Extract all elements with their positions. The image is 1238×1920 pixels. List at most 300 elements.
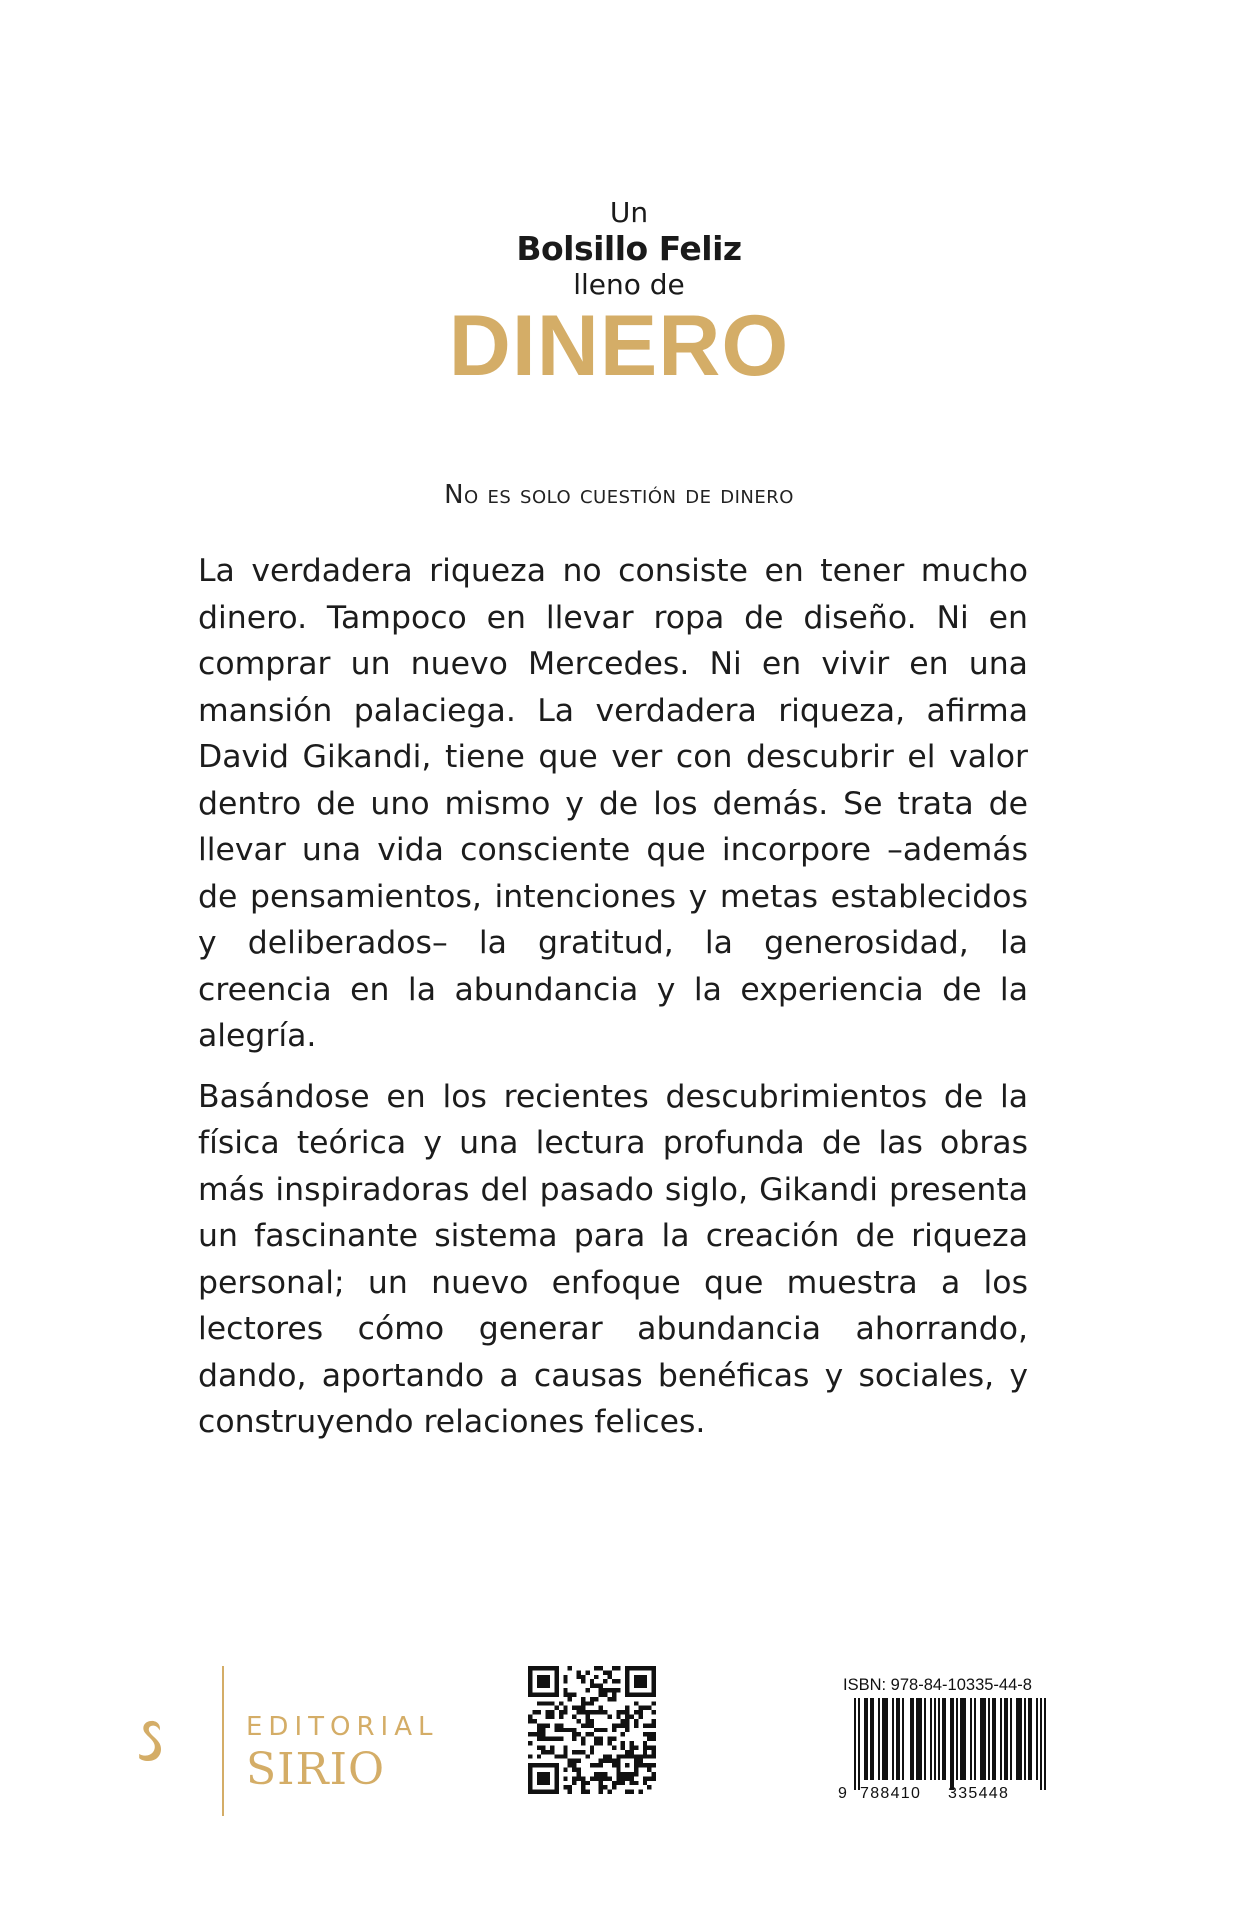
barcode-bar <box>858 1698 860 1790</box>
qr-module <box>643 1750 647 1754</box>
qr-module <box>630 1776 634 1780</box>
qr-module <box>537 1732 541 1736</box>
qr-module <box>572 1750 576 1754</box>
qr-module <box>638 1763 642 1767</box>
barcode-bar <box>910 1698 912 1780</box>
qr-module <box>537 1772 550 1785</box>
title-line-un: Un <box>609 196 649 229</box>
qr-module <box>630 1781 634 1785</box>
qr-module <box>581 1737 585 1741</box>
barcode-bar <box>882 1698 884 1780</box>
barcode-bar <box>960 1698 962 1780</box>
qr-module <box>603 1772 607 1776</box>
qr-module <box>568 1728 572 1732</box>
barcode-bar <box>878 1698 880 1780</box>
qr-module <box>603 1776 607 1780</box>
qr-module <box>621 1723 625 1727</box>
qr-module <box>537 1723 541 1727</box>
qr-module <box>594 1675 598 1679</box>
qr-module <box>630 1745 634 1749</box>
qr-module <box>616 1715 620 1719</box>
qr-module <box>652 1772 656 1776</box>
qr-module <box>572 1737 576 1741</box>
qr-module <box>621 1776 625 1780</box>
qr-module <box>572 1776 576 1780</box>
qr-module <box>594 1728 598 1732</box>
qr-module <box>594 1763 598 1767</box>
qr-module <box>625 1706 629 1710</box>
qr-module <box>585 1688 589 1692</box>
qr-module <box>630 1750 634 1754</box>
qr-module <box>546 1701 550 1705</box>
qr-module <box>528 1719 532 1723</box>
barcode-bar <box>934 1698 936 1780</box>
qr-module <box>652 1754 656 1758</box>
qr-module <box>577 1706 581 1710</box>
barcode-bar <box>1040 1698 1042 1790</box>
qr-module <box>546 1750 550 1754</box>
qr-module <box>638 1710 642 1714</box>
qr-module <box>652 1745 656 1749</box>
qr-module <box>612 1781 616 1785</box>
qr-module <box>594 1684 598 1688</box>
qr-module <box>630 1741 634 1745</box>
qr-code-icon <box>528 1666 656 1794</box>
qr-module <box>625 1750 629 1754</box>
qr-module <box>594 1776 598 1780</box>
qr-module <box>577 1776 581 1780</box>
qr-module <box>550 1701 554 1705</box>
qr-module <box>563 1728 567 1732</box>
qr-module <box>550 1737 554 1741</box>
qr-module <box>559 1728 563 1732</box>
qr-module <box>652 1710 656 1714</box>
qr-module <box>616 1776 620 1780</box>
qr-module <box>577 1750 581 1754</box>
qr-module <box>594 1710 598 1714</box>
qr-module <box>577 1719 581 1723</box>
barcode-bar <box>886 1698 888 1780</box>
qr-module <box>652 1750 656 1754</box>
qr-module <box>607 1675 611 1679</box>
barcode-bar <box>1004 1698 1006 1780</box>
qr-module <box>647 1706 651 1710</box>
barcode-digits-left: 788410 <box>860 1785 922 1802</box>
qr-module <box>546 1715 550 1719</box>
qr-module <box>599 1666 603 1670</box>
qr-module <box>541 1732 545 1736</box>
qr-module <box>607 1688 611 1692</box>
qr-module <box>554 1706 558 1710</box>
qr-module <box>590 1750 594 1754</box>
qr-module <box>577 1675 581 1679</box>
qr-module <box>603 1688 607 1692</box>
barcode-bar <box>864 1698 866 1780</box>
qr-module <box>559 1754 563 1758</box>
qr-module <box>546 1710 550 1714</box>
barcode-bar <box>924 1698 926 1780</box>
qr-module <box>652 1701 656 1705</box>
qr-module <box>585 1754 589 1758</box>
qr-module <box>612 1697 616 1701</box>
qr-module <box>537 1754 541 1758</box>
qr-module <box>599 1728 603 1732</box>
qr-module <box>634 1781 638 1785</box>
barcode-bar <box>956 1698 958 1780</box>
qr-module <box>590 1732 594 1736</box>
qr-module <box>585 1781 589 1785</box>
back-cover-blurb <box>198 548 1028 1460</box>
barcode-bar <box>1010 1698 1012 1780</box>
qr-module <box>532 1732 536 1736</box>
qr-module <box>647 1737 651 1741</box>
qr-module <box>647 1763 651 1767</box>
qr-module <box>528 1741 532 1745</box>
barcode-bar <box>1036 1698 1038 1780</box>
qr-module <box>563 1679 567 1683</box>
qr-module <box>652 1723 656 1727</box>
qr-module <box>563 1688 567 1692</box>
barcode-bar <box>992 1698 994 1780</box>
barcode-bar <box>930 1698 932 1780</box>
qr-module <box>563 1754 567 1758</box>
qr-module <box>647 1785 651 1789</box>
qr-module <box>607 1776 611 1780</box>
qr-module <box>550 1715 554 1719</box>
qr-module <box>643 1706 647 1710</box>
qr-module <box>599 1692 603 1696</box>
qr-module <box>616 1688 620 1692</box>
qr-module <box>652 1763 656 1767</box>
qr-module <box>616 1723 620 1727</box>
qr-module <box>599 1706 603 1710</box>
qr-module <box>599 1763 603 1767</box>
qr-module <box>581 1675 585 1679</box>
barcode-bar <box>902 1698 904 1780</box>
qr-module <box>590 1723 594 1727</box>
qr-module <box>572 1706 576 1710</box>
qr-module <box>541 1745 545 1749</box>
qr-module <box>590 1745 594 1749</box>
qr-module <box>630 1715 634 1719</box>
qr-module <box>554 1728 558 1732</box>
qr-module <box>537 1710 541 1714</box>
qr-module <box>643 1776 647 1780</box>
qr-module <box>563 1776 567 1780</box>
qr-module <box>594 1666 598 1670</box>
qr-module <box>647 1745 651 1749</box>
qr-module <box>581 1781 585 1785</box>
qr-module <box>652 1737 656 1741</box>
qr-module <box>568 1697 572 1701</box>
qr-module <box>550 1750 554 1754</box>
swan-s-logo-icon <box>138 1666 228 1816</box>
qr-module <box>563 1706 567 1710</box>
qr-module <box>554 1754 558 1758</box>
barcode-bar <box>1018 1698 1020 1780</box>
qr-module <box>585 1701 589 1705</box>
barcode-bar <box>942 1698 944 1780</box>
barcode-bar <box>994 1698 996 1780</box>
barcode-bar <box>1016 1698 1018 1780</box>
qr-module <box>568 1759 572 1763</box>
barcode-bar <box>918 1698 920 1780</box>
qr-module <box>603 1754 607 1758</box>
qr-module <box>546 1723 550 1727</box>
qr-module <box>568 1785 572 1789</box>
qr-module <box>616 1781 620 1785</box>
qr-module <box>572 1759 576 1763</box>
qr-module <box>647 1723 651 1727</box>
qr-module <box>590 1697 594 1701</box>
qr-module <box>594 1741 598 1745</box>
qr-module <box>599 1759 603 1763</box>
barcode-bar <box>1030 1698 1032 1780</box>
qr-module <box>607 1670 611 1674</box>
qr-module <box>612 1728 616 1732</box>
barcode-bar <box>916 1698 918 1780</box>
barcode-bar <box>912 1698 914 1780</box>
qr-module <box>603 1759 607 1763</box>
barcode-bar <box>984 1698 986 1780</box>
qr-module <box>541 1723 545 1727</box>
qr-module <box>550 1745 554 1749</box>
barcode-bar <box>980 1698 982 1780</box>
qr-module <box>585 1723 589 1727</box>
barcode-digit-first: 9 <box>838 1785 847 1802</box>
title-line-bolsillo-feliz: Bolsillo Feliz <box>516 229 742 268</box>
qr-module <box>590 1684 594 1688</box>
qr-module <box>568 1790 572 1794</box>
qr-module <box>546 1737 550 1741</box>
qr-module <box>612 1692 616 1696</box>
qr-module <box>621 1781 625 1785</box>
qr-module <box>616 1679 620 1683</box>
qr-module <box>603 1679 607 1683</box>
qr-module <box>612 1688 616 1692</box>
barcode-bar <box>872 1698 874 1780</box>
barcode-bar <box>988 1698 990 1780</box>
qr-module <box>643 1763 647 1767</box>
blurb-paragraph-1: La verdadera riqueza no consiste en tener mucho dinero. Tampoco en llevar ropa de diseño. Ni en comprar un nuevo Mercedes. Ni en vivir en una mansión palaciega. La verdadera riqueza, afirma David Gikandi, tiene que ver con descubrir el valor dentro de uno mismo y de los demás. Se trata de llevar una vida consciente que incorpore –además de pensamientos, intenciones y metas establecidos y deliberados– la gratitud, la generosidad, la creencia en la abundancia y la experiencia de la alegría. <box>198 553 1028 1054</box>
barcode-bar <box>970 1698 972 1780</box>
qr-module <box>554 1723 558 1727</box>
book-title <box>0 196 1238 394</box>
qr-module <box>541 1728 545 1732</box>
qr-module <box>625 1710 629 1714</box>
qr-module <box>643 1754 647 1758</box>
publisher-name: SIRIO <box>246 1744 386 1795</box>
qr-module <box>585 1719 589 1723</box>
qr-module <box>563 1745 567 1749</box>
qr-module <box>652 1776 656 1780</box>
barcode-bar <box>1044 1698 1046 1790</box>
qr-module <box>581 1701 585 1705</box>
barcode-bar <box>974 1698 976 1780</box>
qr-module <box>647 1768 651 1772</box>
qr-module <box>621 1741 625 1745</box>
barcode-bar <box>1028 1698 1030 1780</box>
qr-module <box>607 1759 611 1763</box>
qr-module <box>643 1723 647 1727</box>
qr-module <box>607 1697 611 1701</box>
qr-module <box>563 1750 567 1754</box>
qr-module <box>612 1666 616 1670</box>
qr-module <box>612 1759 616 1763</box>
barcode-icon <box>836 1698 1046 1802</box>
qr-module <box>532 1719 536 1723</box>
barcode-bar <box>938 1698 940 1780</box>
qr-module <box>594 1772 598 1776</box>
qr-module <box>590 1776 594 1780</box>
qr-module <box>647 1754 651 1758</box>
qr-module <box>559 1701 563 1705</box>
qr-module <box>625 1719 629 1723</box>
qr-module <box>612 1679 616 1683</box>
barcode-bar <box>854 1698 856 1790</box>
qr-module <box>630 1790 634 1794</box>
qr-module <box>612 1785 616 1789</box>
qr-module <box>634 1745 638 1749</box>
qr-module <box>577 1710 581 1714</box>
qr-module <box>599 1684 603 1688</box>
qr-module <box>603 1670 607 1674</box>
qr-module <box>585 1715 589 1719</box>
barcode-bar <box>892 1698 894 1780</box>
qr-module <box>599 1710 603 1714</box>
qr-module <box>537 1701 541 1705</box>
qr-module <box>607 1715 611 1719</box>
qr-module <box>541 1750 545 1754</box>
barcode-bar <box>884 1698 886 1780</box>
qr-module <box>581 1741 585 1745</box>
qr-module <box>599 1772 603 1776</box>
qr-module <box>638 1790 642 1794</box>
barcode-bar <box>896 1698 898 1780</box>
barcode-bar <box>1020 1698 1022 1780</box>
qr-module <box>541 1701 545 1705</box>
qr-module <box>563 1768 567 1772</box>
qr-module <box>590 1710 594 1714</box>
qr-module <box>563 1710 567 1714</box>
qr-module <box>528 1754 532 1758</box>
logo-divider <box>222 1666 224 1816</box>
qr-module <box>572 1728 576 1732</box>
qr-module <box>599 1785 603 1789</box>
qr-module <box>572 1732 576 1736</box>
qr-module <box>568 1666 572 1670</box>
qr-module <box>638 1759 642 1763</box>
qr-module <box>581 1710 585 1714</box>
barcode-bar <box>1024 1698 1026 1780</box>
isbn-label: ISBN: 978-84-10335-44-8 <box>843 1676 1032 1694</box>
qr-module <box>603 1692 607 1696</box>
qr-module <box>577 1768 581 1772</box>
barcode-bar <box>982 1698 984 1780</box>
qr-module <box>607 1741 611 1745</box>
qr-module <box>572 1692 576 1696</box>
qr-module <box>559 1737 563 1741</box>
back-cover-subtitle: No es solo cuestión de dinero <box>444 480 794 510</box>
qr-module <box>550 1710 554 1714</box>
qr-module <box>643 1732 647 1736</box>
publisher-label: EDITORIAL <box>246 1712 439 1742</box>
qr-module <box>554 1737 558 1741</box>
qr-module <box>599 1688 603 1692</box>
qr-module <box>559 1715 563 1719</box>
qr-module <box>594 1737 598 1741</box>
barcode-bar <box>870 1698 872 1780</box>
qr-module <box>581 1750 585 1754</box>
qr-module <box>603 1785 607 1789</box>
qr-module <box>572 1715 576 1719</box>
qr-module <box>581 1790 585 1794</box>
qr-module <box>585 1732 589 1736</box>
qr-module <box>581 1785 585 1789</box>
barcode-bar <box>1006 1698 1008 1780</box>
qr-module <box>634 1675 647 1688</box>
qr-module <box>647 1732 651 1736</box>
qr-module <box>568 1692 572 1696</box>
barcode-bar <box>866 1698 868 1780</box>
barcode-bar <box>898 1698 900 1780</box>
qr-module <box>599 1790 603 1794</box>
barcode-bar <box>950 1698 952 1790</box>
barcode-bar <box>920 1698 922 1780</box>
qr-module <box>581 1723 585 1727</box>
qr-module <box>638 1706 642 1710</box>
qr-module <box>647 1776 651 1780</box>
qr-module <box>585 1790 589 1794</box>
qr-module <box>616 1710 620 1714</box>
qr-module <box>607 1790 611 1794</box>
qr-module <box>532 1710 536 1714</box>
qr-module <box>577 1772 581 1776</box>
qr-module <box>621 1719 625 1723</box>
qr-module <box>537 1675 550 1688</box>
qr-module <box>577 1732 581 1736</box>
qr-module <box>599 1741 603 1745</box>
qr-module <box>603 1728 607 1732</box>
qr-module <box>572 1763 576 1767</box>
qr-module <box>638 1715 642 1719</box>
qr-module <box>652 1732 656 1736</box>
qr-module <box>612 1745 616 1749</box>
qr-module <box>559 1710 563 1714</box>
qr-module <box>572 1768 576 1772</box>
barcode-bar <box>964 1698 966 1780</box>
qr-module <box>563 1785 567 1789</box>
barcode-digits-right: 335448 <box>948 1785 1010 1802</box>
qr-module <box>621 1732 625 1736</box>
qr-module <box>607 1737 611 1741</box>
qr-module <box>625 1776 629 1780</box>
qr-module <box>634 1723 638 1727</box>
qr-module <box>585 1670 589 1674</box>
qr-module <box>599 1776 603 1780</box>
barcode-bar <box>952 1698 954 1790</box>
qr-module <box>572 1781 576 1785</box>
barcode-bar <box>962 1698 964 1780</box>
qr-module <box>590 1679 594 1683</box>
qr-module <box>652 1719 656 1723</box>
qr-module <box>581 1706 585 1710</box>
qr-module <box>541 1737 545 1741</box>
qr-module <box>625 1723 629 1727</box>
qr-module <box>612 1737 616 1741</box>
qr-module <box>634 1710 638 1714</box>
qr-module <box>616 1666 620 1670</box>
